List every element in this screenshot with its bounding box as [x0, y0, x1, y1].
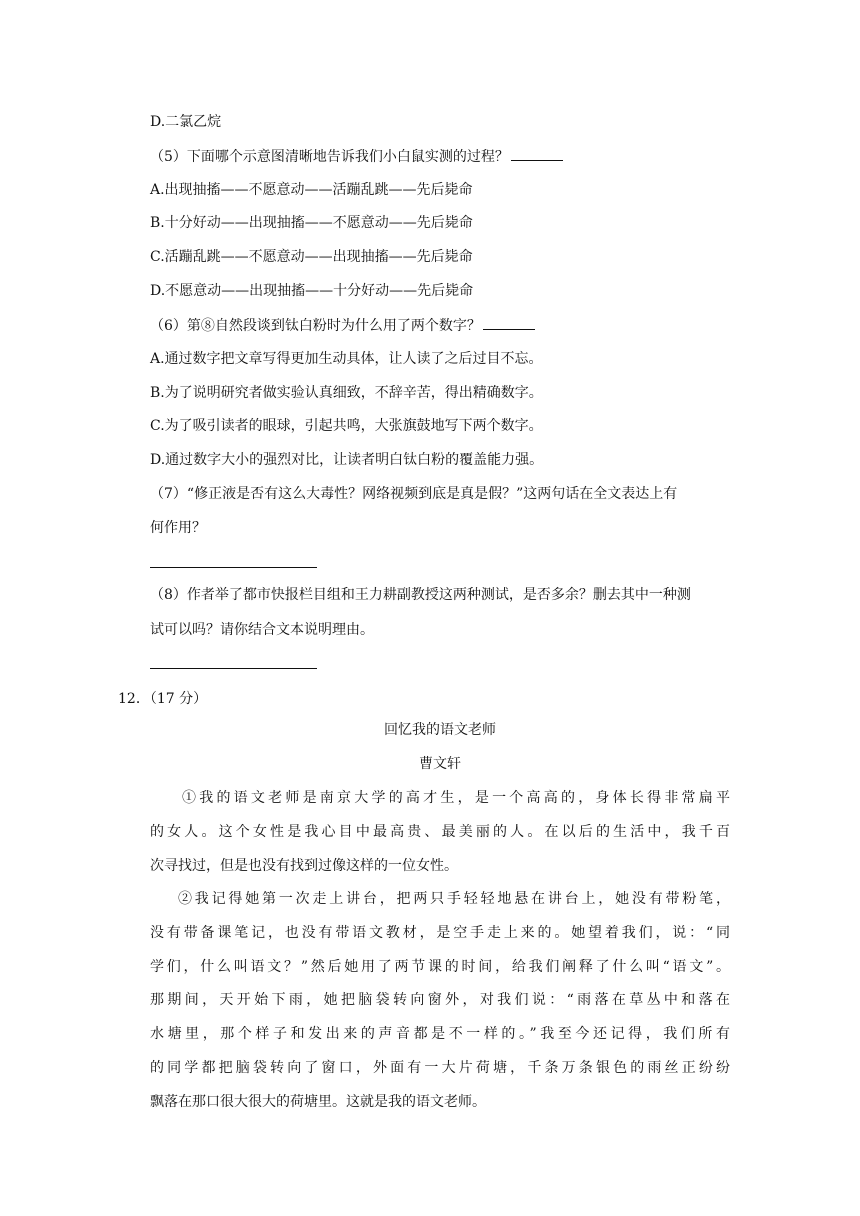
q8-answer-line[interactable]	[150, 668, 317, 669]
paragraph-2-line: ②我记得她第一次走上讲台，把两只手轻轻地悬在讲台上，她没有带粉笔，	[178, 891, 730, 907]
paragraph-2-line: 的同学都把脑袋转向了窗口，外面有一大片荷塘，千条万条银色的雨丝正纷纷	[150, 1060, 730, 1076]
paragraph-1-line: 次寻找过，但是也没有找到过像这样的一位女性。	[150, 858, 458, 874]
q5-stem	[150, 146, 730, 167]
q7-answer-line[interactable]	[150, 567, 317, 568]
q5-option-b: B.十分好动——出现抽搐——不愿意动——先后毙命	[150, 215, 473, 231]
q5-option-d: D.不愿意动——出现抽搐——十分好动——先后毙命	[150, 283, 474, 299]
paragraph-2-line: 水塘里，那个样子和发出来的声音都是不一样的。”我至今还记得，我们所有	[150, 1026, 730, 1042]
paragraph-2-line: 没有带备课笔记，也没有带语文教材，是空手走上来的。她望着我们，说：“同	[150, 925, 730, 941]
paragraph-2-line: 飘落在那口很大很大的荷塘里。这就是我的语文老师。	[150, 1094, 486, 1110]
paragraph-2-line: 学们，什么叫语文？”然后她用了两节课的时间，给我们阐释了什么叫“语文”。	[150, 959, 730, 975]
paragraph-1-line: ①我的语文老师是南京大学的高才生，是一个高高的，身体长得非常扁平	[182, 790, 730, 806]
passage-author: 曹文轩	[419, 756, 461, 772]
q6-option-d: D.通过数字大小的强烈对比，让读者明白钛白粉的覆盖能力强。	[150, 452, 544, 468]
q6-stem-text: （6）第⑧自然段谈到钛白粉时为什么用了两个数字？	[150, 318, 481, 334]
q5-option-a: A.出现抽搐——不愿意动——活蹦乱跳——先后毙命	[150, 182, 473, 198]
q6-option-c: C.为了吸引读者的眼球，引起共鸣，大张旗鼓地写下两个数字。	[150, 418, 543, 434]
q6-answer-blank[interactable]	[483, 315, 535, 330]
q4-option-d: D.二氯乙烷	[150, 114, 222, 130]
q7-stem-line-2: 何作用？	[150, 520, 206, 536]
q6-stem	[150, 315, 730, 336]
paragraph-2-line: 那期间，天开始下雨，她把脑袋转向窗外，对我们说：“雨落在草丛中和落在	[150, 992, 730, 1008]
q5-option-c: C.活蹦乱跳——不愿意动——出现抽搐——先后毙命	[150, 249, 473, 265]
q5-stem-text: （5）下面哪个示意图清晰地告诉我们小白鼠实测的过程？	[150, 149, 509, 165]
paragraph-1-line: 的女人。这个女性是我心目中最高贵、最美丽的人。在以后的生活中，我千百	[150, 824, 730, 840]
q6-option-b: B.为了说明研究者做实验认真细致，不辞辛苦，得出精确数字。	[150, 385, 543, 401]
q8-stem-line-2: 试可以吗？请你结合文本说明理由。	[150, 622, 374, 638]
q5-answer-blank[interactable]	[511, 146, 563, 161]
q8-stem-line-1: （8）作者举了都市快报栏目组和王力耕副教授这两种测试，是否多余？删去其中一种测	[150, 587, 691, 603]
q7-stem-line-1: （7）“修正液是否有这么大毒性？网络视频到底是真是假？”这两句话在全文表达上有	[150, 486, 678, 502]
passage-title: 回忆我的语文老师	[384, 722, 496, 738]
q6-option-a: A.通过数字把文章写得更加生动具体，让人读了之后过目不忘。	[150, 351, 543, 367]
q12-header: 12．（17 分）	[118, 691, 208, 707]
